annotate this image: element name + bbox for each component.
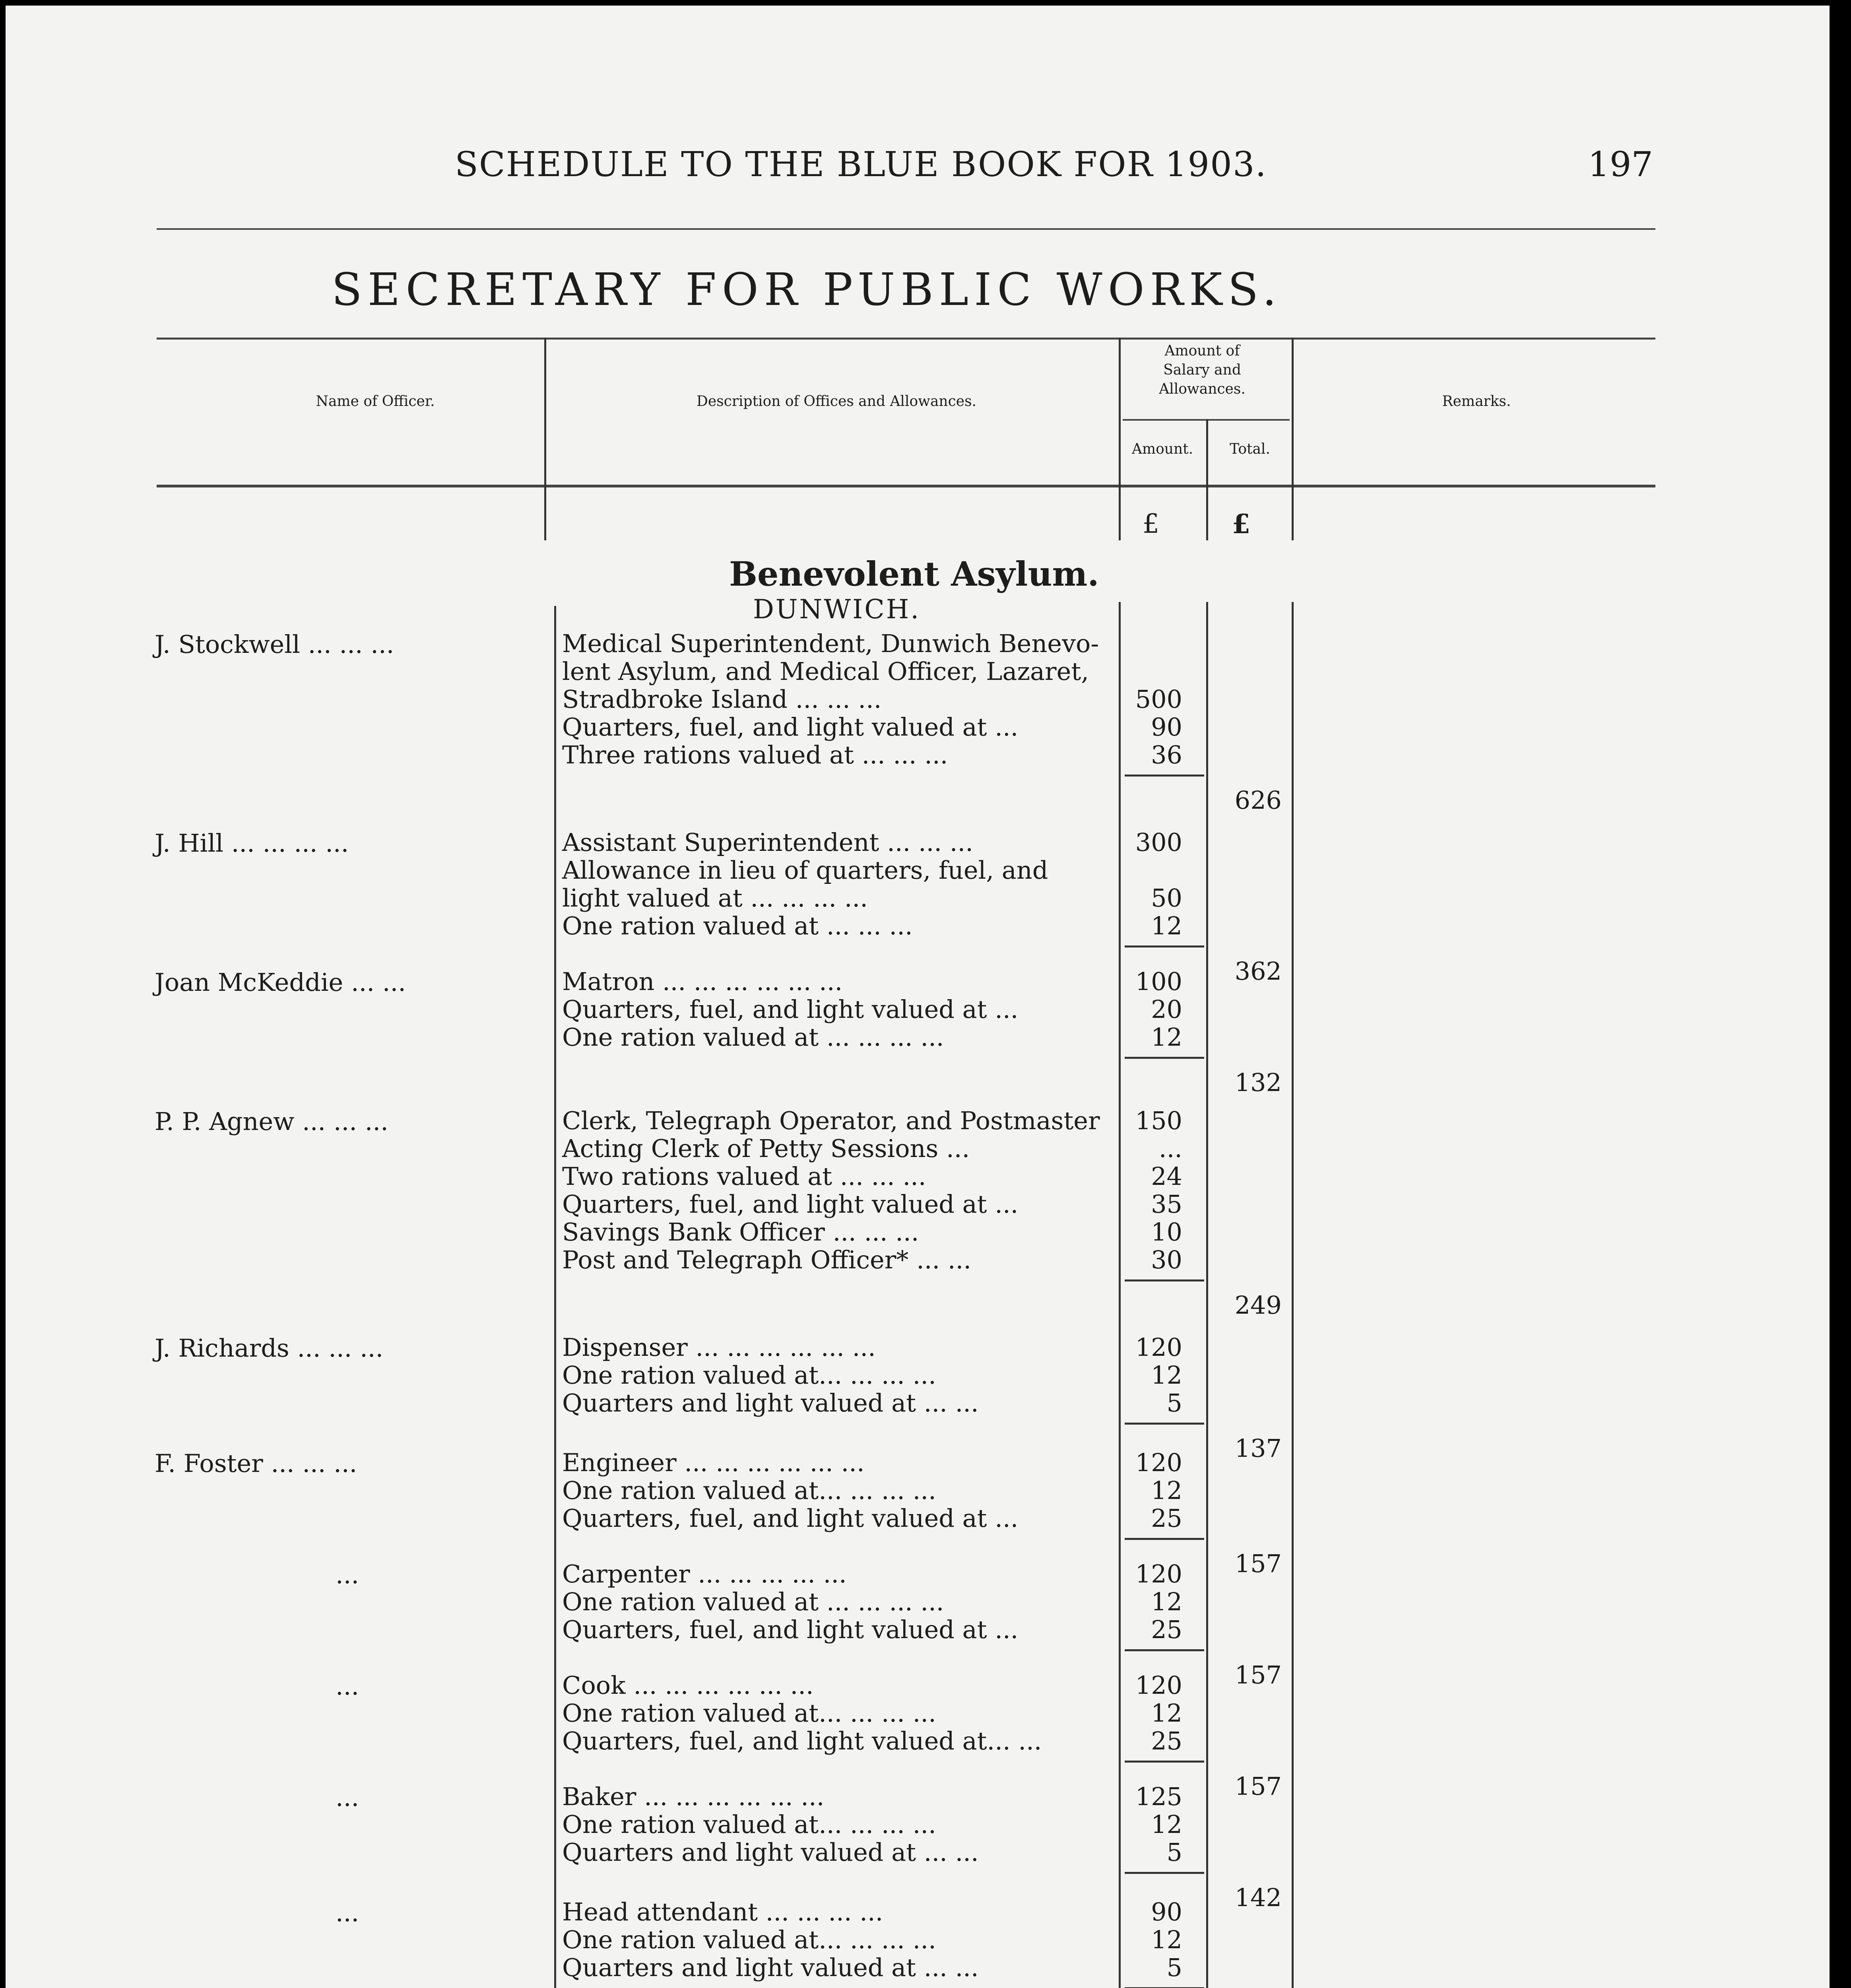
- office-description: Assistant Superintendent ... ... ...: [562, 828, 973, 857]
- total-value: 142: [1234, 1883, 1282, 1912]
- total-value: 157: [1234, 1772, 1282, 1801]
- amount-value: 35: [1151, 1190, 1182, 1219]
- total-value: 157: [1234, 1549, 1282, 1578]
- amount-value: 50: [1151, 883, 1182, 912]
- col-head-description: Description of Offices and Allowances.: [697, 393, 976, 410]
- office-description: Savings Bank Officer ... ... ...: [562, 1217, 919, 1246]
- amount-value: 500: [1135, 685, 1182, 714]
- office-description: Cook ... ... ... ... ... ...: [562, 1671, 814, 1700]
- amount-value: 300: [1135, 828, 1182, 857]
- amount-value: 12: [1151, 1476, 1182, 1505]
- officer-name: ...: [336, 1898, 359, 1927]
- subtotal-rule: [1125, 1761, 1204, 1763]
- col-head-remarks: Remarks.: [1442, 393, 1511, 410]
- officer-name: J. Hill ... ... ... ...: [155, 829, 349, 858]
- officer-name: J. Stockwell ... ... ...: [155, 630, 394, 659]
- col-rule-4: [1292, 338, 1294, 540]
- subtotal-rule: [1125, 1872, 1204, 1874]
- amount-value: 5: [1166, 1388, 1182, 1417]
- office-description: One ration valued at... ... ... ...: [562, 1810, 936, 1839]
- office-description: Carpenter ... ... ... ... ...: [562, 1559, 847, 1588]
- office-description: Stradbroke Island ... ... ...: [562, 685, 882, 714]
- office-description: Quarters and light valued at ... ...: [562, 1953, 979, 1982]
- office-description: Dispenser ... ... ... ... ... ...: [562, 1333, 876, 1362]
- currency-total: £: [1232, 509, 1250, 540]
- amount-value: 12: [1151, 911, 1182, 940]
- amount-value: 90: [1151, 1897, 1182, 1926]
- col-head-total: Total.: [1230, 441, 1270, 457]
- office-description: light valued at ... ... ... ...: [562, 883, 868, 912]
- office-description: Engineer ... ... ... ... ... ...: [562, 1448, 865, 1477]
- header-rule: [157, 228, 1655, 230]
- amount-value: 12: [1151, 1587, 1182, 1616]
- col-head-amount-l2: Salary and: [1163, 362, 1241, 378]
- amount-value: 5: [1166, 1953, 1182, 1982]
- office-description: One ration valued at ... ... ...: [562, 911, 913, 940]
- col-head-name: Name of Officer.: [316, 393, 435, 410]
- total-value: 362: [1234, 957, 1282, 986]
- office-description: One ration valued at ... ... ... ...: [562, 1023, 944, 1052]
- amount-value: 12: [1151, 1361, 1182, 1390]
- amount-value: 90: [1151, 712, 1182, 742]
- office-description: One ration valued at... ... ... ...: [562, 1476, 936, 1505]
- amount-value: 120: [1135, 1559, 1182, 1588]
- amount-value: 120: [1135, 1671, 1182, 1700]
- page-number: 197: [1588, 145, 1653, 184]
- amount-value: ...: [1158, 1134, 1182, 1163]
- office-description: Quarters, fuel, and light valued at ...: [562, 995, 1019, 1024]
- office-description: Baker ... ... ... ... ... ...: [562, 1782, 825, 1811]
- amount-value: 100: [1135, 967, 1182, 996]
- office-description: Acting Clerk of Petty Sessions ...: [562, 1134, 970, 1163]
- officer-name: ...: [336, 1560, 359, 1589]
- office-description: Matron ... ... ... ... ... ...: [562, 967, 843, 996]
- amount-value: 120: [1135, 1448, 1182, 1477]
- officer-name: P. P. Agnew ... ... ...: [155, 1107, 388, 1136]
- office-description: Quarters, fuel, and light valued at ...: [562, 712, 1019, 742]
- amount-value: 12: [1151, 1699, 1182, 1728]
- section-subtitle: DUNWICH.: [753, 594, 921, 625]
- col-head-amount-l1: Amount of: [1164, 343, 1240, 359]
- office-description: Allowance in lieu of quarters, fuel, and: [562, 856, 1048, 885]
- col-rule-total: [1206, 602, 1208, 1988]
- office-description: One ration valued at... ... ... ...: [562, 1925, 936, 1954]
- running-title: SCHEDULE TO THE BLUE BOOK FOR 1903.: [455, 145, 1267, 184]
- total-value: 132: [1234, 1068, 1282, 1097]
- office-description: Two rations valued at ... ... ...: [562, 1162, 926, 1191]
- table-top-rule: [157, 338, 1655, 340]
- total-value: 137: [1234, 1434, 1282, 1463]
- office-description: Quarters, fuel, and light valued at ...: [562, 1615, 1019, 1644]
- amount-value: 10: [1151, 1217, 1182, 1246]
- amount-value: 25: [1151, 1504, 1182, 1533]
- office-description: One ration valued at... ... ... ...: [562, 1699, 936, 1728]
- office-description: Clerk, Telegraph Operator, and Postmaster: [562, 1106, 1100, 1135]
- amount-value: 5: [1166, 1838, 1182, 1867]
- office-description: Head attendant ... ... ... ...: [562, 1897, 883, 1926]
- amount-value: 125: [1135, 1782, 1182, 1811]
- total-value: 249: [1234, 1291, 1282, 1320]
- col-rule-remarks: [1292, 602, 1294, 1988]
- office-description: Quarters, fuel, and light valued at... ...: [562, 1726, 1042, 1755]
- subtotal-rule: [1125, 1649, 1204, 1651]
- officer-name: ...: [336, 1783, 359, 1812]
- amount-value: 150: [1135, 1106, 1182, 1135]
- currency-amount: £: [1143, 509, 1159, 539]
- amount-value: 25: [1151, 1726, 1182, 1755]
- total-value: 626: [1234, 786, 1282, 815]
- subtotal-rule: [1125, 1057, 1204, 1059]
- office-description: lent Asylum, and Medical Officer, Lazaret,: [562, 657, 1089, 686]
- subtotal-rule: [1125, 1423, 1204, 1425]
- amount-value: 36: [1151, 740, 1182, 769]
- amount-value: 12: [1151, 1023, 1182, 1052]
- office-description: Quarters, fuel, and light valued at ...: [562, 1190, 1019, 1219]
- office-description: Medical Superintendent, Dunwich Benevo-: [562, 629, 1099, 658]
- department-title: SECRETARY FOR PUBLIC WORKS.: [332, 264, 1282, 316]
- col-rule-2: [1119, 338, 1121, 540]
- office-description: One ration valued at... ... ... ...: [562, 1361, 936, 1390]
- subtotal-rule: [1125, 775, 1204, 777]
- office-description: Quarters and light valued at ... ...: [562, 1838, 979, 1867]
- amount-value: 30: [1151, 1245, 1182, 1274]
- col-rule-amount: [1119, 602, 1121, 1988]
- amount-value: 120: [1135, 1333, 1182, 1362]
- office-description: Three rations valued at ... ... ...: [562, 740, 948, 769]
- officer-name: F. Foster ... ... ...: [155, 1449, 357, 1478]
- subtotal-rule: [1125, 945, 1204, 947]
- col-rule-3: [1206, 419, 1208, 540]
- col-rule-1: [544, 338, 546, 540]
- amount-value: 24: [1151, 1162, 1182, 1191]
- document-page: [6, 6, 1830, 1988]
- amount-value: 12: [1151, 1925, 1182, 1954]
- amount-value: 20: [1151, 995, 1182, 1024]
- total-value: 157: [1234, 1660, 1282, 1689]
- officer-name: ...: [336, 1672, 359, 1701]
- amount-value: 12: [1151, 1810, 1182, 1839]
- office-description: One ration valued at ... ... ... ...: [562, 1587, 944, 1616]
- col-head-amount-l3: Allowances.: [1159, 381, 1246, 397]
- office-description: Post and Telegraph Officer* ... ...: [562, 1245, 972, 1274]
- section-title: Benevolent Asylum.: [729, 554, 1099, 594]
- table-head-rule: [157, 485, 1655, 487]
- office-description: Quarters and light valued at ... ...: [562, 1388, 979, 1417]
- subtotal-rule: [1125, 1279, 1204, 1281]
- officer-name: Joan McKeddie ... ...: [155, 968, 406, 997]
- officer-name: J. Richards ... ... ...: [155, 1334, 384, 1363]
- subtotal-rule: [1125, 1538, 1204, 1540]
- col-head-amount: Amount.: [1131, 441, 1193, 457]
- office-description: Quarters, fuel, and light valued at ...: [562, 1504, 1019, 1533]
- amount-value: 25: [1151, 1615, 1182, 1644]
- col-rule-desc: [554, 606, 556, 1988]
